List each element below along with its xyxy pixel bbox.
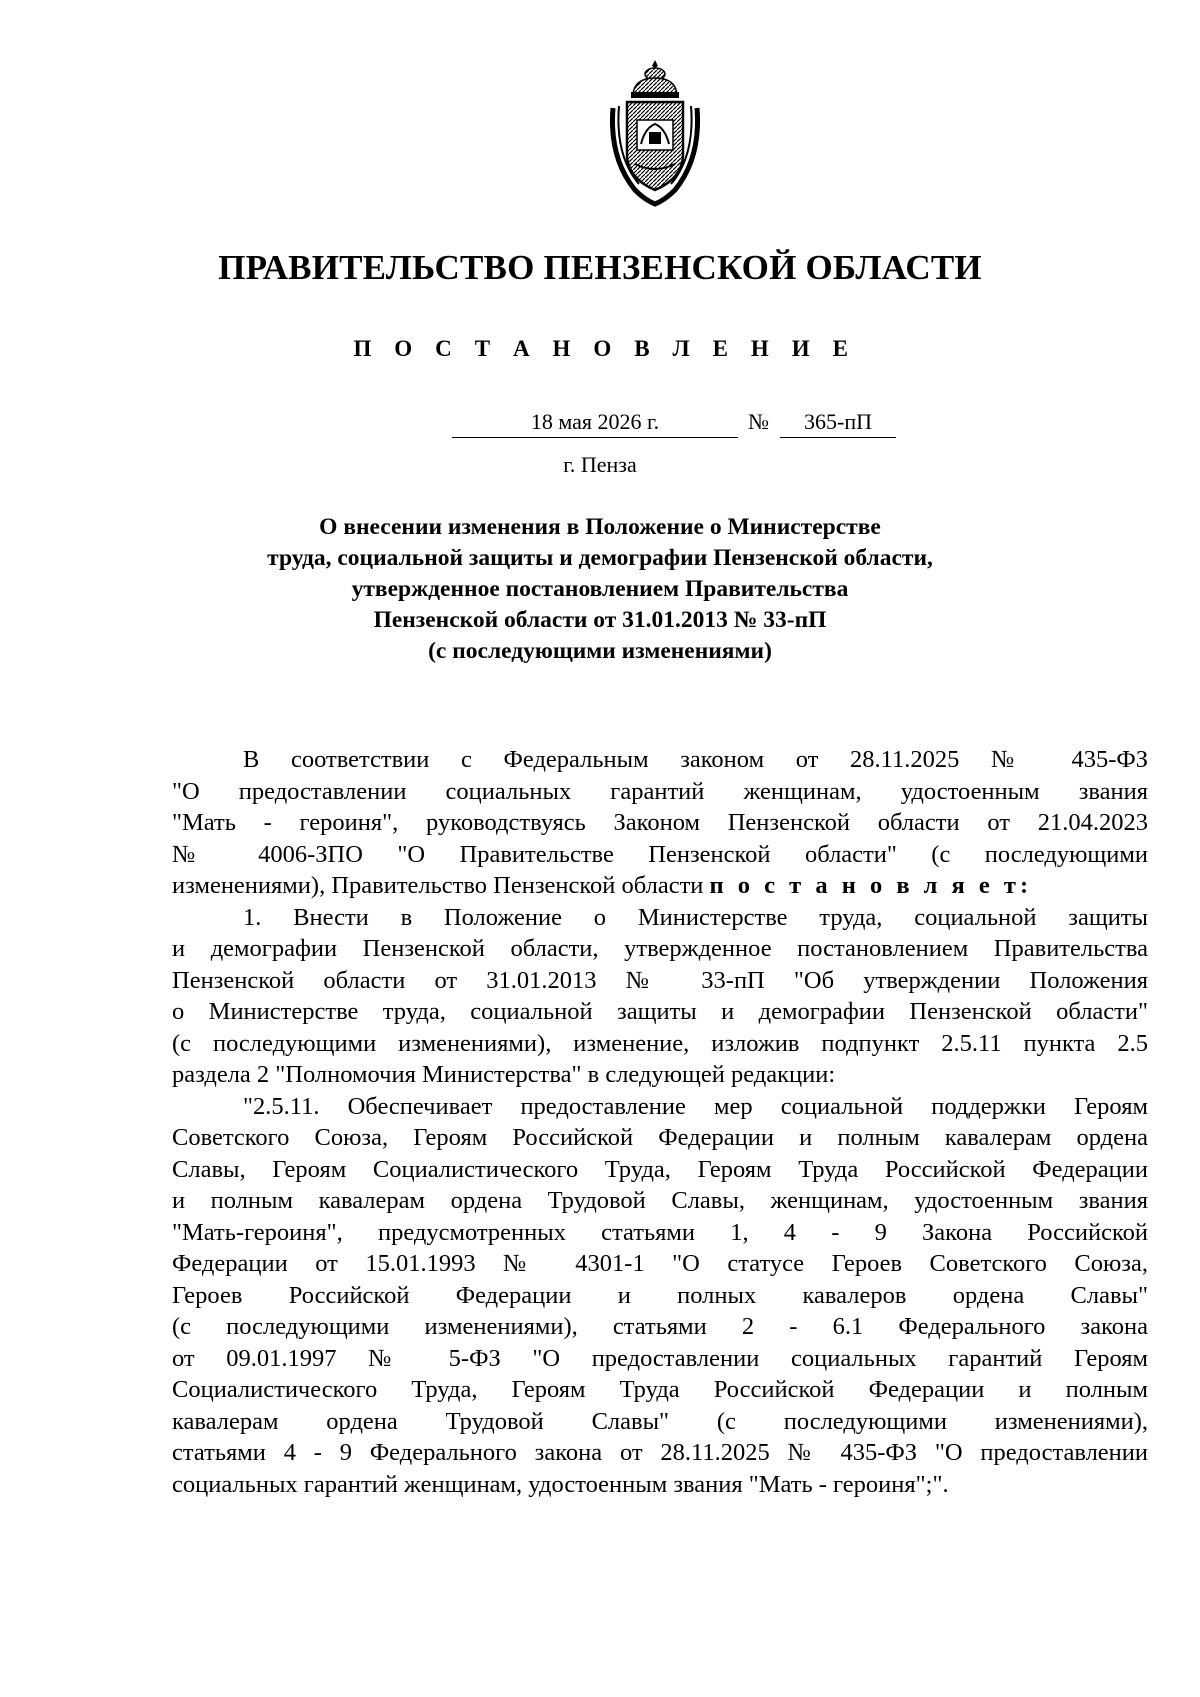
subject-line: труда, социальной защиты и демографии Пензенской области, [267,545,933,571]
organization-title: ПРАВИТЕЛЬСТВО ПЕНЗЕНСКОЙ ОБЛАСТИ [218,248,982,287]
body-line: Социалистического Труда, Героям Труда Российской Федерации и полным [172,1376,1148,1403]
subject-line: (с последующими изменениями) [428,638,772,664]
document-body [172,744,1148,1500]
resolves-word: п о с т а н о в л я е т: [709,872,1033,899]
document-subject [200,512,1000,667]
document-number: 365-пП [780,409,896,438]
body-line: и демографии Пензенской области, утвержденное постановлением Правительства [172,935,1148,962]
preamble-paragraph [172,744,1148,902]
number-sign: № [748,409,769,434]
body-line: Советского Союза, Героям Российской Федерации и полным кавалерам ордена [172,1124,1148,1151]
preamble-tail: изменениями), Правительство Пензенской области [172,872,704,899]
body-line: статьями 4 - 9 Федерального закона от 28.11.2025 № 435-ФЗ "О предоставлении [172,1439,1148,1466]
body-line: и полным кавалерам ордена Трудовой Славы, женщинам, удостоенным звания [172,1187,1148,1214]
document-date: 18 мая 2026 г. [452,409,738,438]
body-line: (с последующими изменениями), изменение, изложив подпункт 2.5.11 пункта 2.5 [172,1029,1148,1057]
body-line: Федерации от 15.01.1993 № 4301-1 "О статусе Героев Советского Союза, [172,1250,1148,1277]
body-line: раздела 2 "Полномочия Министерства" в следующей редакции: [172,1061,836,1088]
body-line: 1. Внести в Положение о Министерстве труда, социальной защиты [243,903,1148,931]
body-line: (с последующими изменениями), статьями 2 - 6.1 Федерального закона [172,1313,1148,1340]
body-line: "2.5.11. Обеспечивает предоставление мер социальной поддержки Героям [243,1092,1148,1120]
body-line: Славы, Героям Социалистического Труда, Героям Труда Российской Федерации [172,1155,1148,1183]
body-line: "Мать - героиня", руководствуясь Законом Пензенской области от 21.04.2023 [172,809,1148,836]
document-type-title: П О С Т А Н О В Л Е Н И Е [353,336,857,361]
body-line: социальных гарантий женщинам, удостоенным звания "Мать - героиня";". [172,1470,949,1498]
coat-of-arms-icon [605,58,705,208]
quote-paragraph [172,1091,1148,1501]
body-line: В соответствии с Федеральным законом от 28.11.2025 № 435-ФЗ [243,746,1148,773]
subject-line: Пензенской области от 31.01.2013 № 33-пП [373,607,827,633]
body-line: "О предоставлении социальных гарантий женщинам, удостоенным звания [172,777,1148,805]
body-line: кавалерам ордена Трудовой Славы" (с последующими изменениями), [172,1407,1148,1435]
subject-line: утвержденное постановлением Правительства [351,576,849,602]
body-line: "Мать-героиня", предусмотренных статьями 1, 4 - 9 Закона Российской [172,1218,1148,1246]
body-line: Героев Российской Федерации и полных кавалеров ордена Славы" [172,1281,1148,1309]
subject-line: О внесении изменения в Положение о Министерстве [319,514,881,540]
body-line: № 4006-ЗПО "О Правительстве Пензенской области" (с последующими [172,840,1148,868]
body-line: о Министерстве труда, социальной защиты и демографии Пензенской области" [172,998,1148,1025]
item-1-paragraph [172,902,1148,1091]
document-city: г. Пенза [563,452,637,477]
body-line: от 09.01.1997 № 5-ФЗ "О предоставлении социальных гарантий Героям [172,1344,1148,1372]
body-line: Пензенской области от 31.01.2013 № 33-пП "Об утверждении Положения [172,966,1148,994]
body-line [172,870,1148,902]
